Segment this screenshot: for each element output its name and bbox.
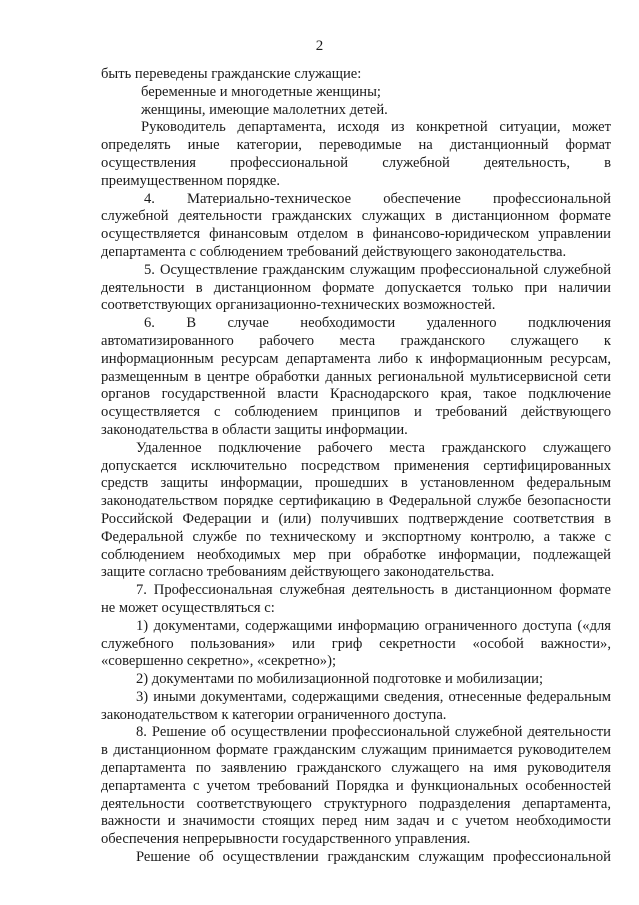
text-line: автоматизированного рабочего места гражданского служащего к (101, 332, 611, 349)
text-line: Руководитель департамента, исходя из конкретной ситуации, может (141, 119, 611, 136)
text-line: соответствующих организационно-технических возможностей. (101, 297, 496, 314)
text-line: органов государственной власти Краснодарского края, такое подключение (101, 386, 611, 403)
text-line: средств защиты информации, прошедших в установленном федеральным (101, 475, 611, 492)
text-line: Федеральной службе по техническому и экспортному контролю, а также с (101, 528, 611, 545)
text-line: важности и значимости стоящих перед ним задач и с учетом необходимости (101, 813, 611, 830)
text-line: Решение об осуществлении гражданским служащим профессиональной (136, 849, 611, 866)
text-line: департамента по заявлению гражданского служащего на имя руководителя (101, 760, 611, 777)
text-line: Удаленное подключение рабочего места гражданского служащего (136, 439, 611, 456)
text-line: быть переведены гражданские служащие: (101, 66, 362, 82)
text-line: соблюдением необходимых мер при обработке информации, подлежащей (101, 546, 611, 563)
text-line: «совершенно секретно», «секретно»); (101, 653, 336, 670)
text-line: 4. Материально-техническое обеспечение профессиональной (144, 190, 611, 207)
text-line: преимущественном порядке. (101, 172, 281, 189)
text-line: защите согласно требованиям действующего законодательства. (101, 564, 495, 581)
page-number: 2 (315, 38, 324, 54)
text-line: 6. В случае необходимости удаленного подключения (144, 315, 611, 332)
text-line: законодательства в области защиты информации. (101, 421, 408, 438)
text-line: 1) документами, содержащими информацию ограниченного доступа («для (136, 617, 611, 634)
text-line: 5. Осуществление гражданским служащим профессиональной служебной (144, 261, 611, 278)
text-line: не может осуществляться с: (101, 599, 275, 616)
text-line: осуществляется финансовым отделом в финансово-юридическом управлении (101, 226, 611, 243)
text-line: женщины, имеющие малолетних детей. (141, 101, 388, 118)
text-line: департамента с соблюдением требований действующего законодательства. (101, 243, 567, 260)
text-line: 2) документами по мобилизационной подготовке и мобилизации; (136, 671, 544, 688)
text-line: законодательством к категории ограниченного доступа. (101, 706, 447, 723)
text-line: осуществления профессиональной служебной деятельность, в (101, 154, 611, 171)
text-line: обеспечения непрерывности государственного управления. (101, 831, 471, 848)
text-line: размещенным в центре обработки данных региональной мультисервисной сети (101, 368, 611, 385)
text-line: допускается исключительно посредством применения сертифицированных (101, 457, 611, 474)
text-line: 3) иными документами, содержащими сведения, отнесенные федеральным (136, 688, 611, 705)
text-line: определять иные категории, переводимые на дистанционный формат (101, 137, 611, 154)
text-line: в дистанционном формате гражданским служащим принимается руководителем (101, 742, 611, 759)
text-line: законодательством порядке сертификацию в Федеральной службе безопасности (101, 493, 611, 510)
text-line: служебной деятельности гражданских служащих в дистанционном формате (101, 208, 611, 225)
text-line: департамента с учетом требований Порядка и функциональных особенностей (101, 777, 611, 794)
text-line: служебного пользования» или гриф секретности «особой важности», (101, 635, 611, 652)
text-line: деятельности в дистанционном формате допускается только при наличии (101, 279, 611, 296)
text-line: беременные и многодетные женщины; (141, 83, 381, 100)
text-line: информационным ресурсам департамента либо к информационным ресурсам, (101, 350, 611, 367)
text-line: 8. Решение об осуществлении профессиональной служебной деятельности (136, 724, 611, 741)
text-line: 7. Профессиональная служебная деятельность в дистанционном формате (136, 582, 611, 599)
text-line: осуществляется с соблюдением принципов и требований действующего (101, 404, 611, 421)
text-line: Российской Федерации и (или) получивших подтверждение соответствия в (101, 510, 611, 527)
document-body (101, 66, 611, 867)
text-line: деятельности соответствующего структурного подразделения департамента, (101, 795, 611, 812)
